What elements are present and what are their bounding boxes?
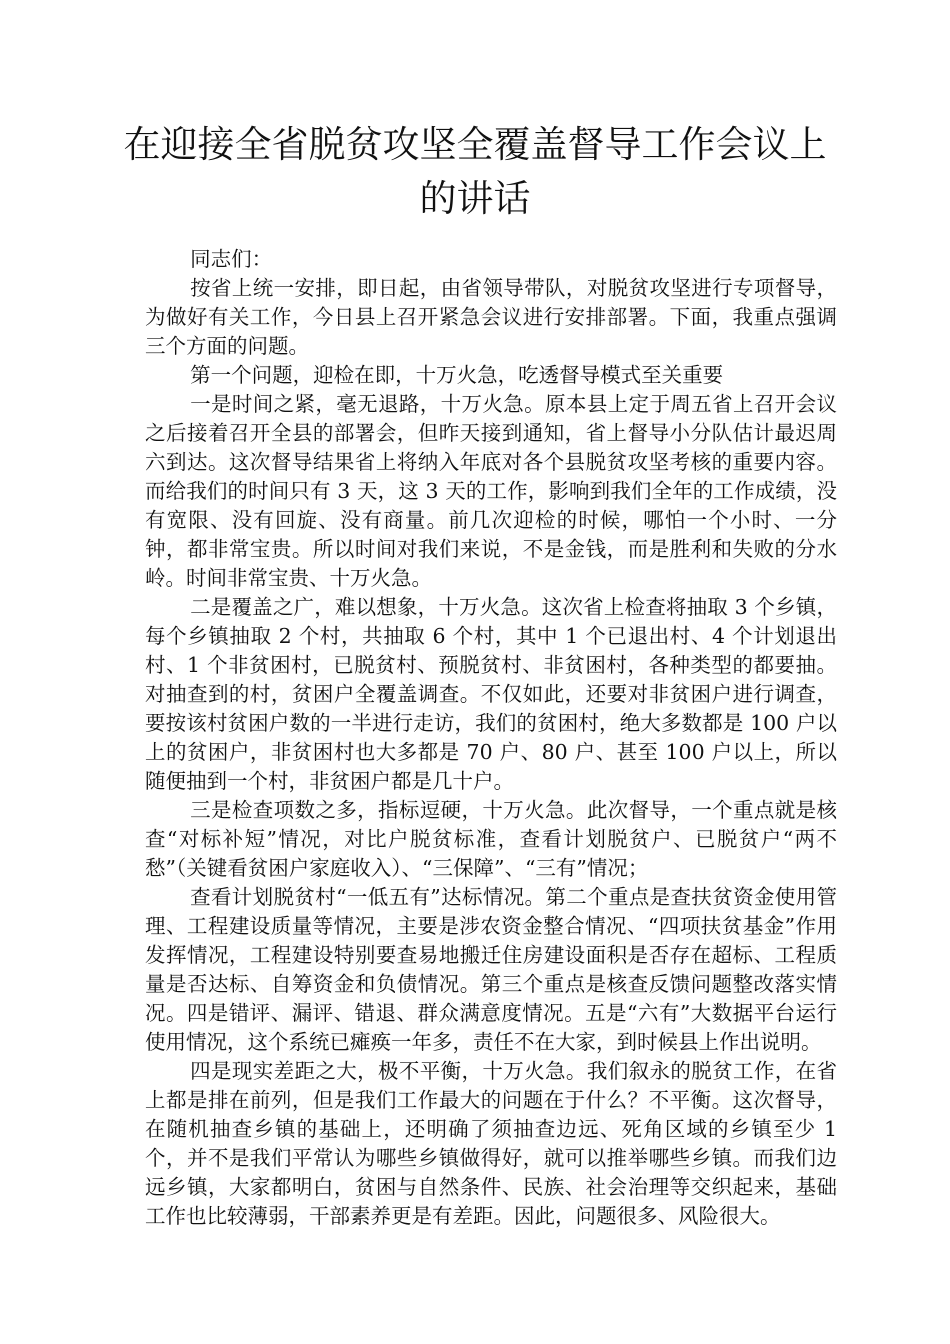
document-body bbox=[145, 245, 837, 1231]
intro-paragraph: 按省上统一安排，即日起，由省领导带队，对脱贫攻坚进行专项督导，为做好有关工作，今日县上召开紧急会议进行安排部署。下面，我重点强调三个方面的问题。 bbox=[145, 276, 837, 358]
body-paragraph: 三是检查项数之多，指标逗硬，十万火急。此次督导，一个重点就是核查“对标补短”情况，对比户脱贫标准，查看计划脱贫户、已脱贫户“两不愁”（关键看贫困户家庭收入）、“三保障”、“三有”情况； bbox=[145, 798, 837, 880]
page-title: 在迎接全省脱贫攻坚全覆盖督导工作会议上的讲话 bbox=[123, 123, 827, 220]
section-heading-1: 第一个问题，迎检在即，十万火急，吃透督导模式至关重要 bbox=[190, 363, 724, 387]
body-paragraph: 一是时间之紧，毫无退路，十万火急。原本县上定于周五省上召开会议之后接着召开全县的部署会，但昨天接到通知，省上督导小分队估计最迟周六到达。这次督导结果省上将纳入年底对各个县脱贫攻坚考核的重要内容。而给我们的时间只有 3 天，这 3 天的工作，影响到我们全年的工作成绩，没有宽限、没有回旋、没有商量。前几次迎检的时候，哪怕一个小时、一分钟，都非常宝贵。所以时间对我们来说，不是金钱，而是胜利和失败的分水岭。时间非常宝贵、十万火急。 bbox=[145, 392, 837, 590]
body-paragraph: 二是覆盖之广，难以想象，十万火急。这次省上检查将抽取 3 个乡镇，每个乡镇抽取 2 个村，共抽取 6 个村，其中 1 个已退出村、4 个计划退出村、1 个非贫困村，已脱贫村、预脱贫村、非贫困村，各种类型的都要抽。对抽查到的村，贫困户全覆盖调查。不仅如此，还要对非贫困户进行调查，要按该村贫困户数的一半进行走访，我们的贫困村，绝大多数都是 100 户以上的贫困户，非贫困村也大多都是 70 户、80 户、甚至 100 户以上，所以随便抽到一个村，非贫困户都是几十户。 bbox=[145, 595, 837, 793]
greeting-paragraph: 同志们： bbox=[190, 247, 273, 271]
body-paragraph: 查看计划脱贫村“一低五有”达标情况。第二个重点是查扶贫资金使用管理、工程建设质量等情况，主要是涉农资金整合情况、“四项扶贫基金”作用发挥情况，工程建设特别要查易地搬迁住房建设面积是否存在超标、工程质量是否达标、自筹资金和负债情况。第三个重点是核查反馈问题整改落实情况。四是错评、漏评、错退、群众满意度情况。五是“六有”大数据平台运行使用情况，这个系统已瘫痪一年多，责任不在大家，到时候县上作出说明。 bbox=[145, 885, 837, 1054]
body-paragraph: 四是现实差距之大，极不平衡，十万火急。我们叙永的脱贫工作，在省上都是排在前列，但是我们工作最大的问题在于什么？不平衡。这次督导，在随机抽查乡镇的基础上，还明确了须抽查边远、死角区域的乡镇至少 1 个，并不是我们平常认为哪些乡镇做得好，就可以推举哪些乡镇。而我们边远乡镇，大家都明白，贫困与自然条件、民族、社会治理等交织起来，基础工作也比较薄弱，干部素养更是有差距。因此，问题很多、风险很大。 bbox=[145, 1059, 837, 1228]
